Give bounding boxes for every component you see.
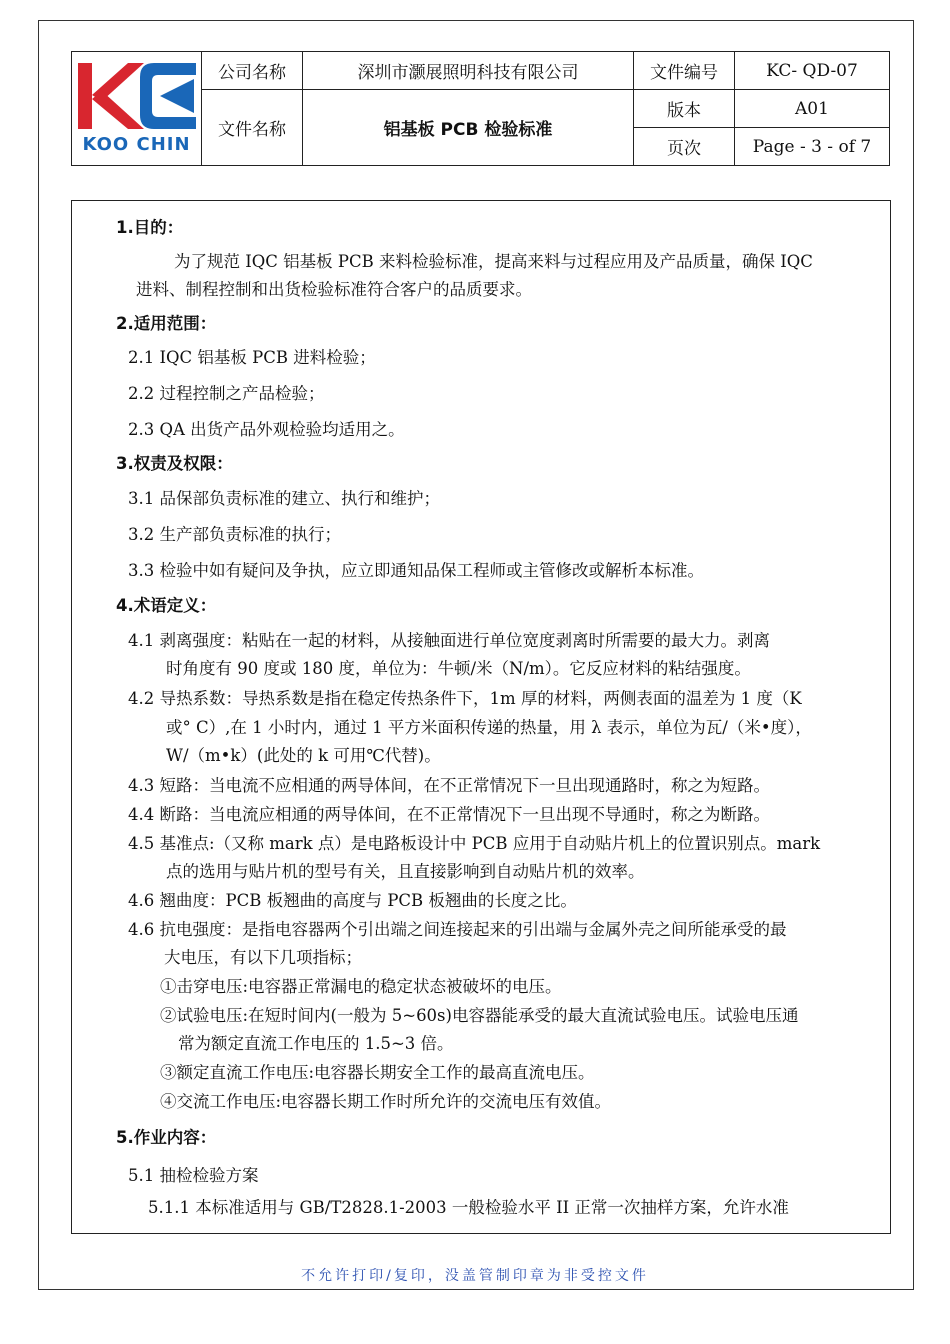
section-1-title: 1.目的： xyxy=(116,218,184,237)
section-2-title: 2.适用范围： xyxy=(116,314,217,333)
withstand-item-1: ①击穿电压:电容器正常漏电的稳定状态被破坏的电压。 xyxy=(160,977,562,996)
term-4-6: 4.6 翘曲度：PCB 板翘曲的高度与 PCB 板翘曲的长度之比。 xyxy=(128,891,577,910)
duty-item-1: 3.1 品保部负责标准的建立、执行和维护； xyxy=(128,489,440,508)
scope-item-3: 2.3 QA 出货产品外观检验均适用之。 xyxy=(128,420,405,439)
koochin-logo xyxy=(74,57,200,161)
work-item-5-1: 5.1 抽检检验方案 xyxy=(128,1166,259,1185)
logo-cell xyxy=(72,52,202,166)
withstand-item-3: ③额定直流工作电压:电容器长期安全工作的最高直流电压。 xyxy=(160,1063,595,1082)
control-notice-footer: 不允许打印/复印，没盖管制印章为非受控文件 xyxy=(301,1268,649,1284)
term-4-5-line-2: 点的选用与贴片机的型号有关，且直接影响到自动贴片机的效率。 xyxy=(166,862,645,881)
withstand-item-2-line-1: ②试验电压:在短时间内(一般为 5~60s)电容器能承受的最大直流试验电压。试验电压通 xyxy=(160,1006,799,1025)
scope-item-1: 2.1 IQC 铝基板 PCB 进料检验； xyxy=(128,348,376,367)
scope-item-2: 2.2 过程控制之产品检验； xyxy=(128,384,325,403)
page-value: Page - 3 - of 7 xyxy=(735,128,890,166)
header-table xyxy=(71,51,890,166)
docname-label: 文件名称 xyxy=(202,90,303,166)
section-3-title: 3.权责及权限： xyxy=(116,454,233,473)
term-4-5-line-1: 4.5 基准点:（又称 mark 点）是电路板设计中 PCB 应用于自动贴片机上的位置识别点。mark xyxy=(128,834,821,853)
term-withstand-line-1: 4.6 抗电强度：是指电容器两个引出端之间连接起来的引出端与金属外壳之间所能承受的最 xyxy=(128,920,787,939)
duty-item-3: 3.3 检验中如有疑问及争执，应立即通知品保工程师或主管修改或解析本标准。 xyxy=(128,561,704,580)
withstand-item-2-line-2: 常为额定直流工作电压的 1.5~3 倍。 xyxy=(178,1034,454,1053)
document-body xyxy=(71,200,891,1234)
duty-item-2: 3.2 生产部负责标准的执行； xyxy=(128,525,341,544)
term-4-3: 4.3 短路：当电流不应相通的两导体间，在不正常情况下一旦出现通路时，称之为短路。 xyxy=(128,776,770,795)
document-header xyxy=(71,51,889,165)
work-item-5-1-1: 5.1.1 本标准适用与 GB/T2828.1-2003 一般检验水平 II 正常一次抽样方案，允许水准 xyxy=(148,1198,789,1217)
term-4-1-line-1: 4.1 剥离强度：粘贴在一起的材料，从接触面进行单位宽度剥离时所需要的最大力。剥离 xyxy=(128,631,770,650)
company-value: 深圳市灏展照明科技有限公司 xyxy=(303,52,634,90)
section-4-title: 4.术语定义： xyxy=(116,596,217,615)
page-label: 页次 xyxy=(634,128,735,166)
company-label: 公司名称 xyxy=(202,52,303,90)
logo-text: KOO CHIN xyxy=(82,133,191,155)
section-5-title: 5.作业内容： xyxy=(116,1128,217,1147)
term-4-1-line-2: 时角度有 90 度或 180 度，单位为：牛顿/米（N/m）。它反应材料的粘结强度。 xyxy=(166,659,751,678)
withstand-item-4: ④交流工作电压:电容器长期工作时所允许的交流电压有效值。 xyxy=(160,1092,612,1111)
term-4-2-line-2: 或° C）,在 1 小时内，通过 1 平方米面积传递的热量，用 λ 表示，单位为瓦/（米•度）， xyxy=(166,718,812,737)
docno-value: KC- QD-07 xyxy=(735,52,890,90)
document-title: 铝基板 PCB 检验标准 xyxy=(303,90,634,166)
term-4-2-line-1: 4.2 导热系数：导热系数是指在稳定传热条件下，1m 厚的材料，两侧表面的温差为 1 度（K xyxy=(128,689,802,708)
docno-label: 文件编号 xyxy=(634,52,735,90)
term-4-2-line-3: W/（m•k）(此处的 k 可用℃代替)。 xyxy=(166,746,441,765)
version-value: A01 xyxy=(735,90,890,128)
version-label: 版本 xyxy=(634,90,735,128)
purpose-line-1: 为了规范 IQC 铝基板 PCB 来料检验标准，提高来料与过程应用及产品质量，确保 IQC xyxy=(174,252,813,271)
term-4-4: 4.4 断路：当电流应相通的两导体间，在不正常情况下一旦出现不导通时，称之为断路。 xyxy=(128,805,770,824)
purpose-line-2: 进料、制程控制和出货检验标准符合客户的品质要求。 xyxy=(136,280,532,299)
term-withstand-line-2: 大电压，有以下几项指标； xyxy=(164,948,362,967)
